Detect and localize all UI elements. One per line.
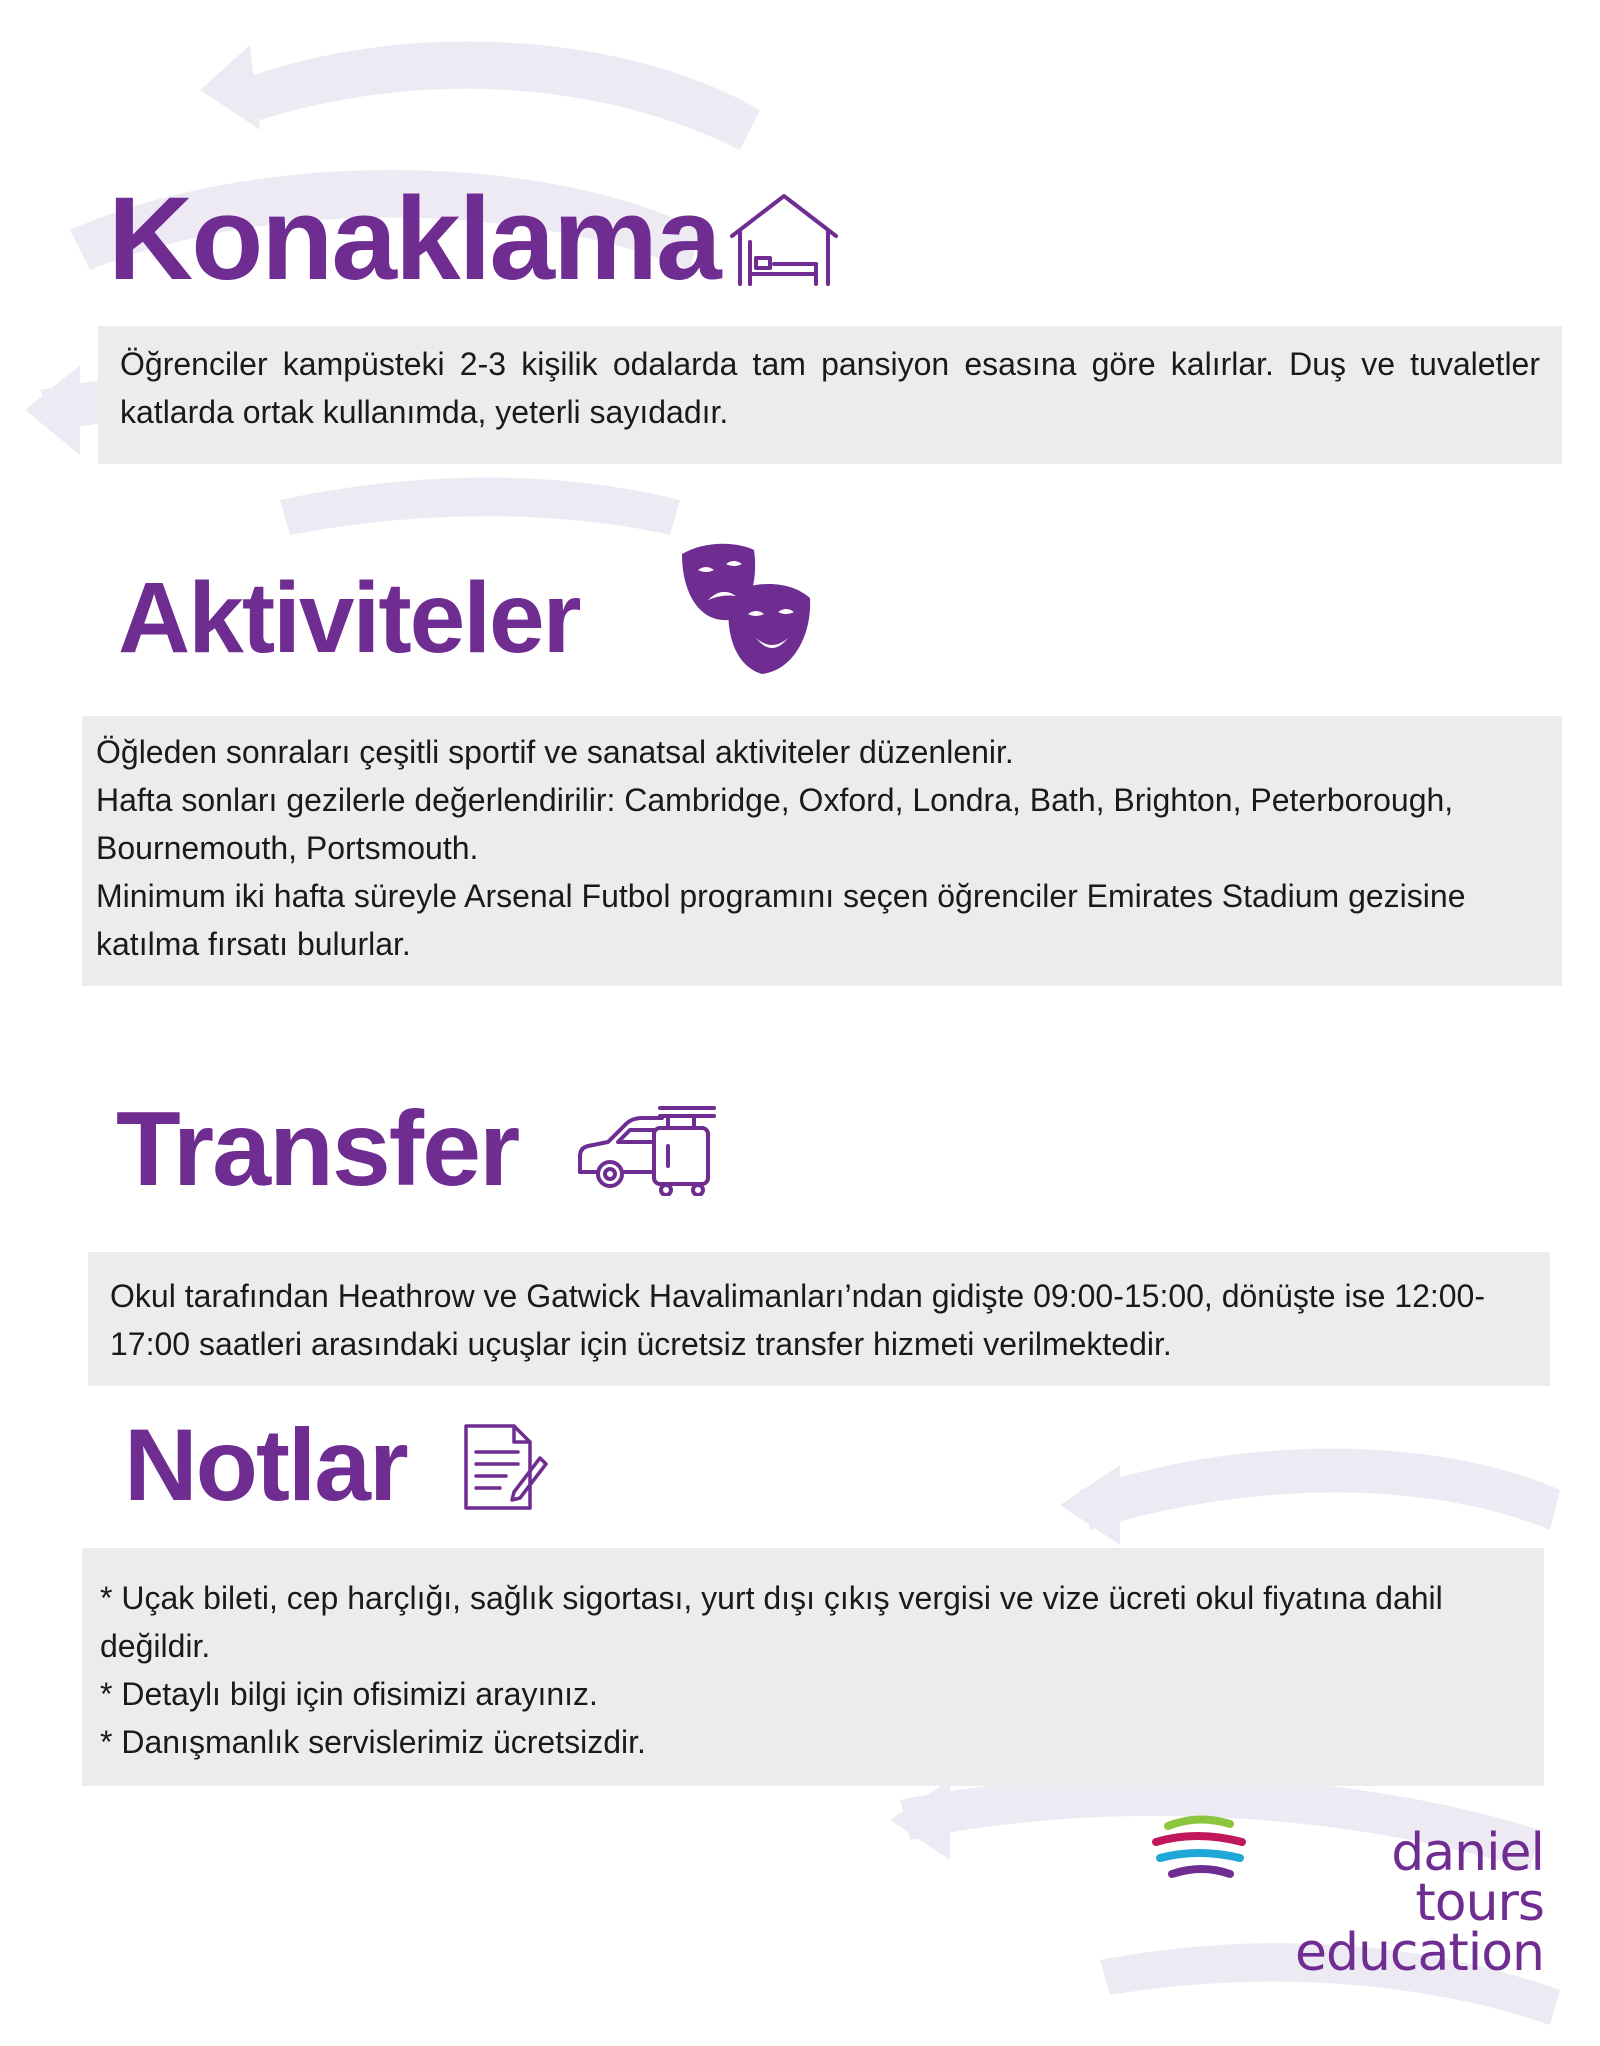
transfer-text-box <box>88 1252 1550 1386</box>
transfer-heading: Transfer <box>116 1090 519 1208</box>
accommodation-text: Öğrenciler kampüsteki 2-3 kişilik odalarda tam pansiyon esasına göre kalırlar. Duş ve tuvaletler katlarda ortak kullanımda, yeterli sayıdadır. <box>120 346 1540 430</box>
logo-line-2: education <box>1294 1923 1544 1983</box>
accommodation-text-box <box>98 326 1562 464</box>
logo-text <box>1250 1823 1544 1983</box>
notes-line-1: * Uçak bileti, cep harçlığı, sağlık sigortası, yurt dışı çıkış vergisi ve vize ücreti okul fiyatına dahil değildir. <box>100 1580 1443 1664</box>
car-luggage-icon <box>574 1100 716 1201</box>
transfer-text: Okul tarafından Heathrow ve Gatwick Havalimanları’ndan gidişte 09:00-15:00, dönüşte ise 12:00-17:00 saatleri arasındaki uçuşlar için ücretsiz transfer hizmeti verilmektedir. <box>110 1278 1485 1362</box>
activities-line-3: Minimum iki hafta süreyle Arsenal Futbol programını seçen öğrenciler Emirates Stadium gezisine katılma fırsatı bulurlar. <box>96 878 1466 962</box>
activities-line-2: Hafta sonları gezilerle değerlendirilir: Cambridge, Oxford, Londra, Bath, Brighton, Peterborough, Bournemouth, Portsmouth. <box>96 782 1454 866</box>
globe-swirl-icon <box>1150 1812 1250 1897</box>
theater-masks-icon <box>676 542 816 683</box>
notes-text-box <box>82 1548 1544 1786</box>
document-pen-icon <box>462 1422 548 1517</box>
bed-house-icon <box>728 192 840 293</box>
accommodation-heading: Konaklama <box>108 173 720 305</box>
notes-line-2: * Detaylı bilgi için ofisimizi arayınız. <box>100 1676 598 1712</box>
activities-heading: Aktiviteler <box>118 562 580 674</box>
logo-line-1: daniel tours <box>1391 1823 1544 1933</box>
notes-heading: Notlar <box>124 1408 407 1522</box>
activities-line-1: Öğleden sonraları çeşitli sportif ve sanatsal aktiviteler düzenlenir. <box>96 734 1014 770</box>
activities-text-box <box>82 716 1562 986</box>
notes-line-3: * Danışmanlık servislerimiz ücretsizdir. <box>100 1724 646 1760</box>
